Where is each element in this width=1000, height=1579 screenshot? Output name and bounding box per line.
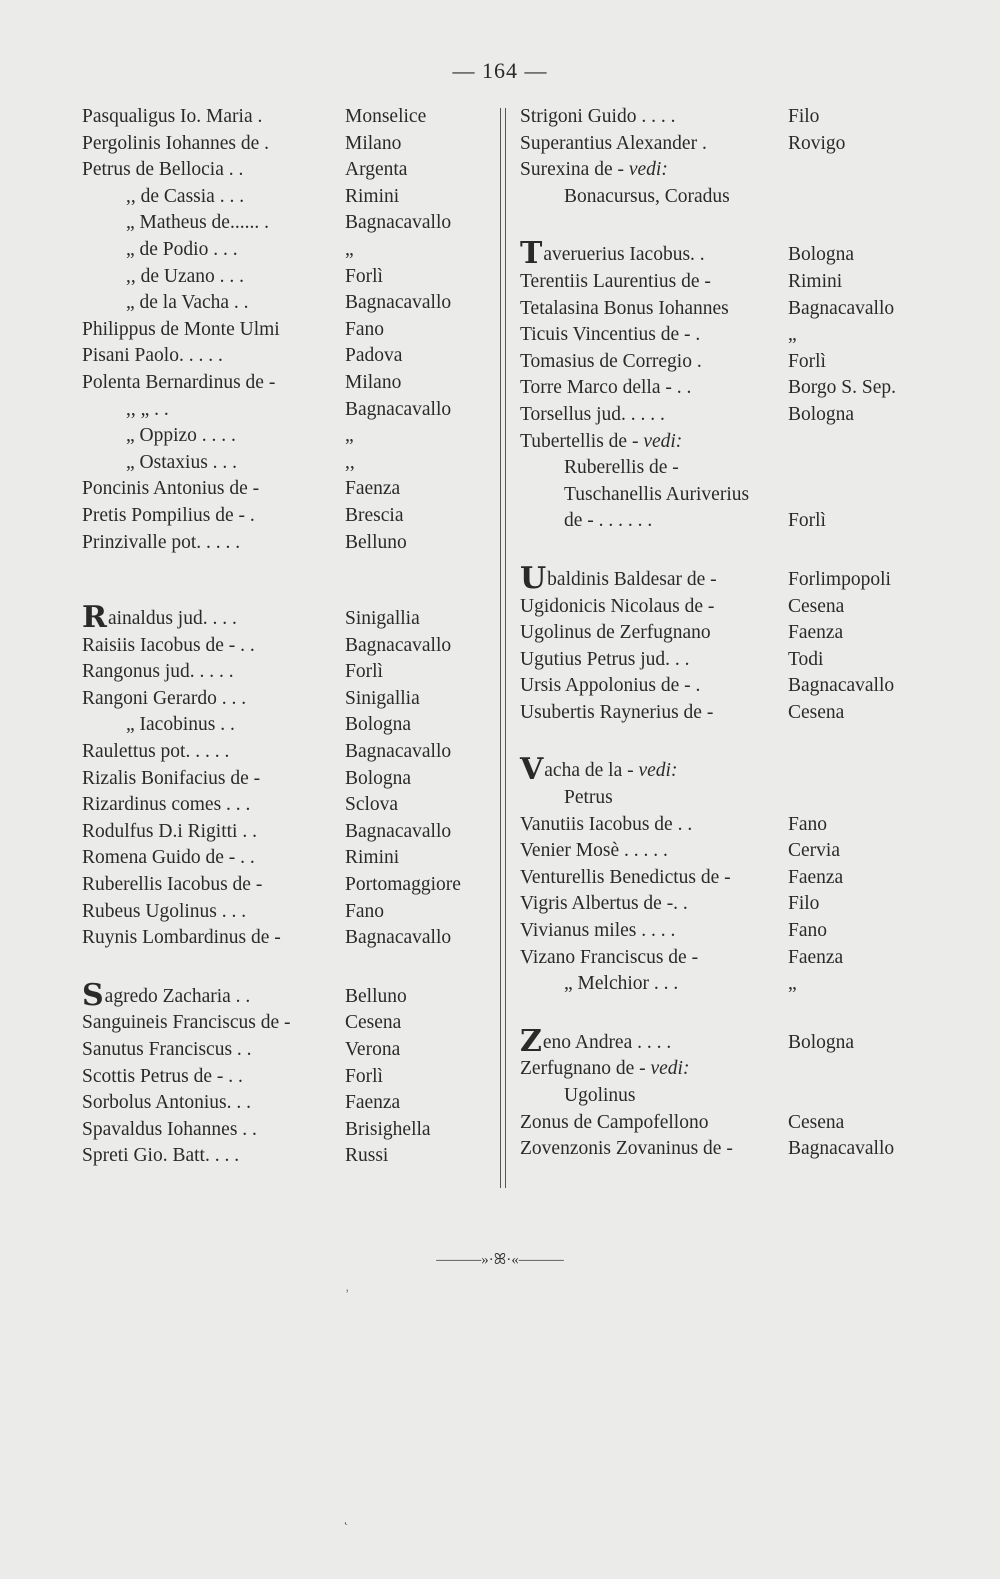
decorative-initial: T xyxy=(520,236,543,272)
entry-name: Prinzivalle pot. . . . . xyxy=(82,531,241,553)
entry-place: „ xyxy=(345,425,354,447)
index-entry xyxy=(82,686,490,713)
entry-place: Faenza xyxy=(345,478,401,500)
section-r xyxy=(82,600,490,952)
index-entry xyxy=(82,397,490,424)
index-entry xyxy=(82,450,490,477)
index-entry xyxy=(82,184,490,211)
entry-name: Sagredo Zacharia . . xyxy=(82,977,251,1013)
entry-name: Petrus xyxy=(564,787,613,809)
index-entry xyxy=(520,700,930,727)
index-entry xyxy=(520,971,930,998)
entry-name: „ de Podio . . . xyxy=(126,238,238,260)
index-entry xyxy=(520,131,930,158)
entry-place: Bagnacavallo xyxy=(345,212,452,234)
entry-place: Belluno xyxy=(345,531,407,553)
index-entry xyxy=(520,620,930,647)
entry-name: Vivianus miles . . . . xyxy=(520,920,676,942)
index-entry xyxy=(82,766,490,793)
index-entry xyxy=(520,455,930,482)
entry-place: Filo xyxy=(788,893,820,915)
index-entry xyxy=(520,375,930,402)
entry-name: Raisiis Iacobus de - . . xyxy=(82,634,255,656)
entry-name: Ruberellis Iacobus de - xyxy=(82,874,263,896)
section-s-continued xyxy=(520,104,930,210)
section-u xyxy=(520,560,930,727)
entry-name: Romena Guido de - . . xyxy=(82,847,255,869)
entry-place: Forlì xyxy=(788,350,826,372)
entry-name: Philippus de Monte Ulmi xyxy=(82,318,280,340)
decorative-initial: Z xyxy=(520,1023,542,1059)
tailpiece-ornament: ———»·ꕤ·«——— xyxy=(436,1252,564,1268)
entry-place: Brisighella xyxy=(345,1118,431,1140)
index-entry xyxy=(82,317,490,344)
entry-place: Brescia xyxy=(345,504,404,526)
index-entry xyxy=(82,600,490,636)
entry-name: Polenta Bernardinus de - xyxy=(82,371,276,393)
index-entry xyxy=(82,503,490,530)
entry-place: ,, xyxy=(345,451,355,473)
index-entry xyxy=(82,370,490,397)
entry-place: Padova xyxy=(345,345,403,367)
entry-place: Rimini xyxy=(345,185,400,207)
entry-name: Torsellus jud. . . . . xyxy=(520,403,665,425)
index-entry xyxy=(520,349,930,376)
entry-place: Bagnacavallo xyxy=(345,927,452,949)
entry-place: Cesena xyxy=(788,701,845,723)
index-entry xyxy=(82,739,490,766)
entry-place: Faenza xyxy=(345,1092,401,1114)
entry-name: Tomasius de Corregio . xyxy=(520,350,702,372)
entry-place: Sclova xyxy=(345,794,399,816)
entry-place: Fano xyxy=(788,813,827,835)
section-v xyxy=(520,752,930,997)
entry-place: Verona xyxy=(345,1039,401,1060)
entry-name: Spavaldus Iohannes . . xyxy=(82,1118,257,1140)
entry-place: Forlimpopoli xyxy=(788,568,891,590)
entry-place: Todi xyxy=(788,648,824,670)
entry-place: Faenza xyxy=(788,866,844,888)
index-entry xyxy=(82,819,490,846)
index-entry xyxy=(520,945,930,972)
entry-name: Rizardinus comes . . . xyxy=(82,794,251,816)
entry-name: Scottis Petrus de - . . xyxy=(82,1065,243,1087)
index-entry xyxy=(82,1037,490,1064)
entry-name: Poncinis Antonius de - xyxy=(82,478,260,500)
index-entry xyxy=(520,865,930,892)
entry-place: Belluno xyxy=(345,985,407,1007)
entry-place: Bagnacavallo xyxy=(345,634,452,656)
entry-place: Bagnacavallo xyxy=(788,297,895,319)
index-entry xyxy=(82,157,490,184)
entry-place: Bagnacavallo xyxy=(345,292,452,314)
entry-name: Petrus de Bellocia . . xyxy=(82,159,244,181)
right-column xyxy=(520,104,930,1163)
section-t xyxy=(520,236,930,535)
index-entry xyxy=(520,482,930,509)
entry-name: Pasqualigus Io. Maria . xyxy=(82,106,263,127)
index-entry xyxy=(82,712,490,739)
entry-name: Bonacursus, Coradus xyxy=(564,185,730,207)
entry-place: Milano xyxy=(345,371,402,393)
index-entry xyxy=(520,673,930,700)
entry-place: Milano xyxy=(345,132,402,154)
index-entry xyxy=(520,157,930,184)
index-entry xyxy=(520,812,930,839)
index-entry xyxy=(520,508,930,535)
entry-name: Ugolinus xyxy=(564,1085,636,1106)
entry-name: „ Oppizo . . . . xyxy=(126,425,236,447)
entry-name: Tubertellis de - vedi: xyxy=(520,430,683,452)
index-entry xyxy=(82,131,490,158)
index-entry xyxy=(82,977,490,1013)
entry-place: Argenta xyxy=(345,159,408,181)
index-entry xyxy=(520,184,930,211)
index-entry xyxy=(520,322,930,349)
index-entry xyxy=(82,476,490,503)
entry-name: Ubaldinis Baldesar de - xyxy=(520,560,717,596)
index-entry xyxy=(82,264,490,291)
section-s xyxy=(82,977,490,1170)
entry-place: „ xyxy=(788,973,797,995)
entry-place: Rovigo xyxy=(788,132,846,154)
entry-name: de - . . . . . . xyxy=(564,510,653,532)
entry-place: Faenza xyxy=(788,946,844,968)
page-number: — 164 — xyxy=(452,58,548,83)
entry-place: Fano xyxy=(345,900,384,922)
index-entry xyxy=(520,1083,930,1110)
entry-name: Surexina de - vedi: xyxy=(520,159,668,181)
index-entry xyxy=(82,925,490,952)
entry-place: Rimini xyxy=(788,270,843,292)
entry-name: ,, „ . . xyxy=(126,398,169,420)
entry-place: Forlì xyxy=(345,1065,383,1087)
index-entry xyxy=(520,752,930,788)
index-entry xyxy=(82,633,490,660)
entry-place: Rimini xyxy=(345,847,400,869)
index-entry xyxy=(82,1143,490,1170)
entry-name: Ruberellis de - xyxy=(564,457,679,479)
entry-name: Rangonus jud. . . . . xyxy=(82,661,234,683)
entry-name: Zeno Andrea . . . . xyxy=(520,1023,672,1059)
index-entry xyxy=(82,792,490,819)
index-entry xyxy=(82,1090,490,1117)
entry-name: Pretis Pompilius de - . xyxy=(82,504,255,526)
entry-name: Rainaldus jud. . . . xyxy=(82,600,237,636)
decorative-initial: V xyxy=(520,752,544,788)
entry-name: Strigoni Guido . . . . xyxy=(520,106,676,127)
entry-place: Russi xyxy=(345,1145,389,1167)
entry-place: Sinigallia xyxy=(345,687,420,709)
entry-name: Venier Mosè . . . . . xyxy=(520,840,668,862)
left-column xyxy=(82,104,490,1170)
entry-name: Superantius Alexander . xyxy=(520,132,707,154)
entry-name: Vizano Franciscus de - xyxy=(520,946,699,968)
index-entry xyxy=(82,872,490,899)
index-entry xyxy=(520,1136,930,1163)
entry-place: „ xyxy=(345,238,354,260)
entry-name: Tetalasina Bonus Iohannes xyxy=(520,297,729,319)
entry-name: „ Iacobinus . . xyxy=(126,714,235,736)
index-entry xyxy=(82,899,490,926)
entry-name: Ruynis Lombardinus de - xyxy=(82,927,281,949)
entry-place: Cesena xyxy=(788,595,845,617)
entry-place: Cesena xyxy=(788,1111,845,1133)
index-entry xyxy=(520,785,930,812)
entry-name: Sanguineis Franciscus de - xyxy=(82,1012,291,1034)
entry-place: Faenza xyxy=(788,622,844,644)
entry-place: Forlì xyxy=(345,265,383,287)
entry-name: Ursis Appolonius de - . xyxy=(520,675,701,697)
entry-place: Portomaggiore xyxy=(345,874,461,896)
entry-name: ,, de Cassia . . . xyxy=(126,185,245,207)
index-entry xyxy=(82,104,490,131)
index-entry xyxy=(520,1023,930,1059)
entry-name: Tuschanellis Auriverius xyxy=(564,483,750,505)
section-p xyxy=(82,104,490,556)
decorative-initial: U xyxy=(520,560,547,596)
entry-name: Raulettus pot. . . . . xyxy=(82,741,230,763)
entry-name: Zovenzonis Zovaninus de - xyxy=(520,1138,733,1160)
entry-name: Spreti Gio. Batt. . . . xyxy=(82,1145,240,1167)
entry-place: Bagnacavallo xyxy=(788,675,895,697)
entry-place: Bologna xyxy=(345,714,412,736)
entry-place: „ xyxy=(788,324,797,346)
entry-name: Ugutius Petrus jud. . . xyxy=(520,648,690,670)
index-entry xyxy=(82,845,490,872)
entry-place: Monselice xyxy=(345,106,427,127)
entry-name: Vacha de la - vedi: xyxy=(520,752,678,788)
index-entry xyxy=(520,236,930,272)
entry-name: „ Ostaxius . . . xyxy=(126,451,238,473)
decorative-initial: R xyxy=(82,600,107,636)
entry-name: Usubertis Raynerius de - xyxy=(520,701,714,723)
index-entry xyxy=(520,269,930,296)
entry-name: Taveruerius Iacobus. . xyxy=(520,236,705,272)
entry-name: Ugolinus de Zerfugnano xyxy=(520,622,711,644)
index-entry xyxy=(82,1117,490,1144)
entry-place: Bagnacavallo xyxy=(345,820,452,842)
entry-place: Bologna xyxy=(345,767,412,789)
entry-name: Sanutus Franciscus . . xyxy=(82,1039,252,1060)
index-entry xyxy=(82,423,490,450)
index-entry xyxy=(82,659,490,686)
entry-name: Pergolinis Iohannes de . xyxy=(82,132,270,154)
entry-name: Vigris Albertus de -. . xyxy=(520,893,688,915)
index-entry xyxy=(520,1110,930,1137)
index-entry xyxy=(520,296,930,323)
entry-name: Venturellis Benedictus de - xyxy=(520,866,731,888)
index-entry xyxy=(520,402,930,429)
index-entry xyxy=(520,104,930,131)
printer-mark: ˛ xyxy=(344,1510,349,1525)
index-entry xyxy=(520,560,930,596)
index-entry xyxy=(520,429,930,456)
entry-name: Ticuis Vincentius de - . xyxy=(520,324,701,346)
index-entry xyxy=(82,530,490,557)
column-divider xyxy=(500,108,506,1188)
entry-name: Sorbolus Antonius. . . xyxy=(82,1092,252,1114)
entry-name: ,, de Uzano . . . xyxy=(126,265,245,287)
entry-place: Borgo S. Sep. xyxy=(788,377,896,399)
entry-place: Sinigallia xyxy=(345,608,420,630)
entry-place: Bologna xyxy=(788,244,855,266)
index-entry xyxy=(520,891,930,918)
entry-name: Zonus de Campofellono xyxy=(520,1111,709,1133)
index-entry xyxy=(520,918,930,945)
index-entry xyxy=(520,647,930,674)
index-entry xyxy=(82,343,490,370)
printer-mark: ʼ xyxy=(345,1286,350,1301)
entry-place: Forlì xyxy=(345,661,383,683)
entry-name: Torre Marco della - . . xyxy=(520,377,692,399)
entry-place: Cervia xyxy=(788,840,840,862)
entry-place: Fano xyxy=(345,318,384,340)
entry-place: Bagnacavallo xyxy=(788,1138,895,1160)
index-entry xyxy=(520,594,930,621)
entry-name: „ de la Vacha . . xyxy=(126,292,249,314)
decorative-initial: S xyxy=(82,977,104,1013)
section-z xyxy=(520,1023,930,1163)
entry-name: „ Melchior . . . xyxy=(564,973,679,995)
index-entry xyxy=(82,290,490,317)
entry-place: Bagnacavallo xyxy=(345,741,452,763)
entry-name: Vanutiis Iacobus de . . xyxy=(520,813,693,835)
index-entry xyxy=(82,210,490,237)
index-entry xyxy=(82,1064,490,1091)
entry-name: Rodulfus D.i Rigitti . . xyxy=(82,820,257,842)
entry-place: Forlì xyxy=(788,510,826,532)
index-entry xyxy=(520,838,930,865)
index-entry xyxy=(520,1056,930,1083)
entry-name: Rubeus Ugolinus . . . xyxy=(82,900,247,922)
index-entry xyxy=(82,1010,490,1037)
entry-name: Pisani Paolo. . . . . xyxy=(82,345,223,367)
entry-place: Fano xyxy=(788,920,827,942)
entry-place: Filo xyxy=(788,106,820,127)
entry-name: Zerfugnano de - vedi: xyxy=(520,1058,690,1080)
entry-place: Bologna xyxy=(788,1031,855,1053)
entry-name: Terentiis Laurentius de - xyxy=(520,270,711,292)
entry-name: Ugidonicis Nicolaus de - xyxy=(520,595,715,617)
entry-place: Bagnacavallo xyxy=(345,398,452,420)
entry-name: Rizalis Bonifacius de - xyxy=(82,767,261,789)
entry-place: Cesena xyxy=(345,1012,402,1034)
entry-place: Bologna xyxy=(788,403,855,425)
entry-name: Rangoni Gerardo . . . xyxy=(82,687,247,709)
index-entry xyxy=(82,237,490,264)
entry-name: „ Matheus de...... . xyxy=(126,212,269,234)
